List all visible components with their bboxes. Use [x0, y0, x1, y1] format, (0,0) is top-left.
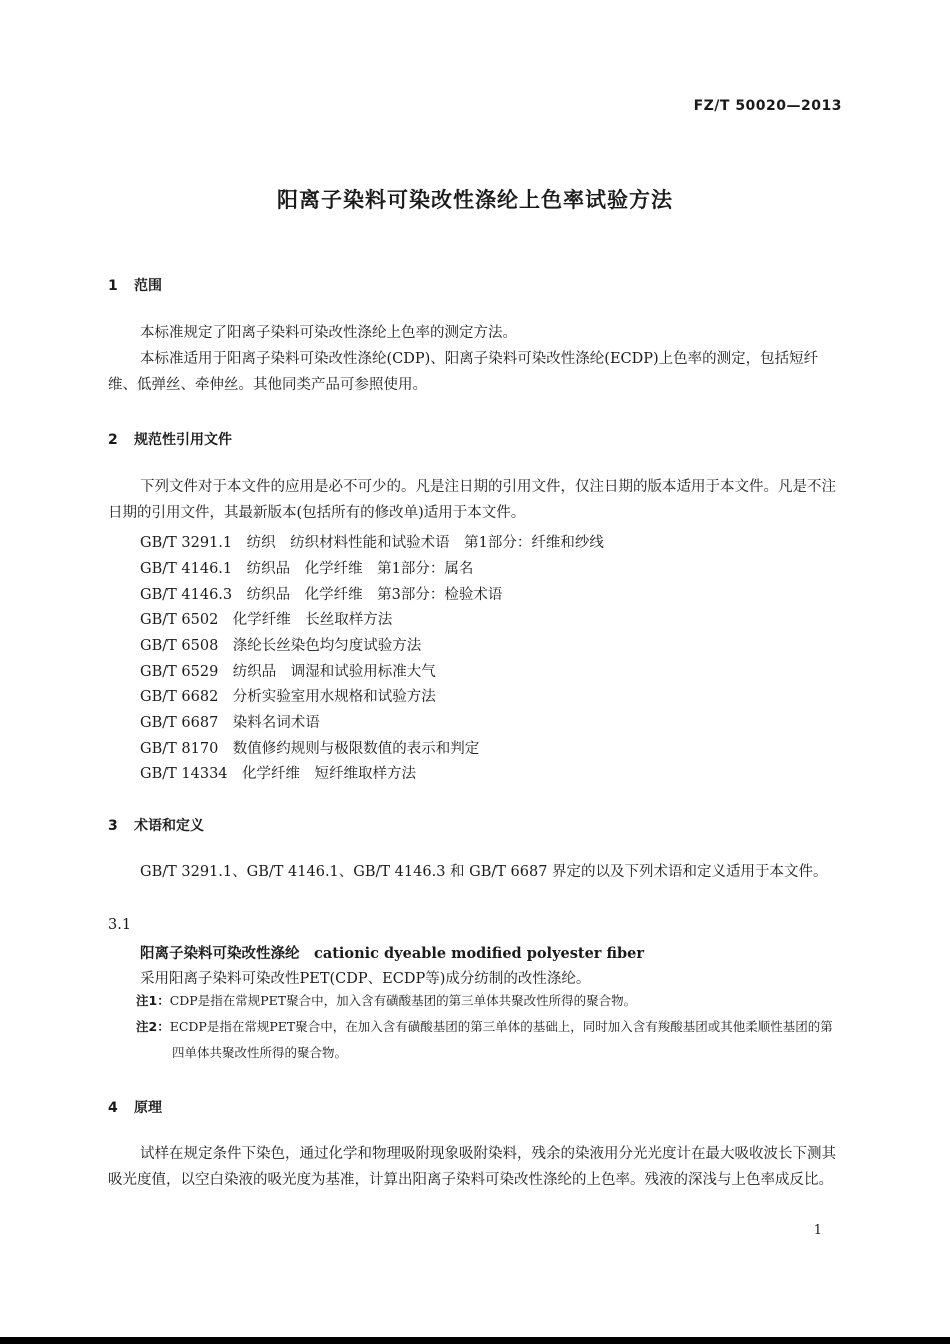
reference-item: GB/T 6508 涤纶长丝染色均匀度试验方法	[140, 638, 422, 654]
term-name: 阳离子染料可染改性涤纶 cationic dyeable modified polyester fiber	[140, 945, 645, 962]
scope-text-1: 本标准规定了阳离子染料可染改性涤纶上色率的测定方法。	[140, 325, 517, 341]
scope-paragraph-2	[108, 346, 843, 398]
normative-intro-paragraph	[108, 474, 843, 526]
document-title: 阳离子染料可染改性涤纶上色率试验方法	[277, 188, 673, 212]
note-text: ECDP是指在常规PET聚合中，在加入含有磺酸基团的第三单体的基础上，同时加入含有羧酸基团或其他柔顺性基团的第四单体共聚改性所得的聚合物。	[169, 1019, 833, 1060]
principle-paragraph	[108, 1141, 843, 1193]
section-heading-scope	[108, 275, 162, 295]
section-heading-principle	[108, 1097, 162, 1117]
standard-code: FZ/T 50020—2013	[693, 98, 842, 114]
section-title: 原理	[134, 1100, 162, 1116]
page-number: 1	[813, 1223, 822, 1238]
section-title: 规范性引用文件	[134, 432, 232, 448]
scope-text-2: 本标准适用于阳离子染料可染改性涤纶(CDP)、阳离子染料可染改性涤纶(ECDP)上色率的测定，包括短纤维、低弹丝、牵伸丝。其他同类产品可参照使用。	[108, 351, 819, 393]
terms-intro-paragraph	[108, 859, 843, 885]
principle-text: 试样在规定条件下染色，通过化学和物理吸附现象吸附染料，残余的染液用分光光度计在最大吸收波长下测其吸光度值，以空白染液的吸光度为基准，计算出阳离子染料可染改性涤纶的上色率。残液的深浅与上色率成反比。	[108, 1146, 836, 1188]
section-heading-normative-references	[108, 429, 232, 449]
section-title: 术语和定义	[134, 818, 204, 834]
reference-item: GB/T 8170 数值修约规则与极限数值的表示和判定	[140, 741, 480, 757]
reference-item: GB/T 4146.1 纺织品 化学纤维 第1部分：属名	[140, 561, 474, 577]
section-title: 范围	[134, 278, 162, 294]
reference-item: GB/T 6687 染料名词术语	[140, 715, 320, 731]
note-text: CDP是指在常规PET聚合中，加入含有磺酸基团的第三单体共聚改性所得的聚合物。	[169, 993, 637, 1008]
section-heading-terms	[108, 815, 204, 835]
terms-intro-text: GB/T 3291.1、GB/T 4146.1、GB/T 4146.3 和 GB/T 6687 界定的以及下列术语和定义适用于本文件。	[140, 864, 828, 880]
scope-paragraph-1	[108, 320, 843, 346]
reference-item: GB/T 6529 纺织品 调湿和试验用标准大气	[140, 664, 436, 680]
clause-number: 3.1	[108, 917, 132, 933]
note-label: 注1：	[136, 993, 170, 1008]
reference-item: GB/T 6682 分析实验室用水规格和试验方法	[140, 689, 436, 705]
note-label: 注2：	[136, 1019, 170, 1034]
section-number: 1	[108, 278, 118, 294]
note-2	[136, 1014, 844, 1066]
note-1	[136, 988, 844, 1014]
section-number: 2	[108, 432, 118, 448]
reference-item: GB/T 14334 化学纤维 短纤维取样方法	[140, 766, 417, 782]
normative-intro-text: 下列文件对于本文件的应用是必不可少的。凡是注日期的引用文件，仅注日期的版本适用于本文件。凡是不注日期的引用文件，其最新版本(包括所有的修改单)适用于本文件。	[108, 479, 836, 521]
section-number: 3	[108, 818, 118, 834]
section-number: 4	[108, 1100, 118, 1116]
reference-item: GB/T 3291.1 纺织 纺织材料性能和试验术语 第1部分：纤维和纱线	[140, 535, 604, 551]
reference-item: GB/T 6502 化学纤维 长丝取样方法	[140, 612, 393, 628]
bottom-border	[0, 1337, 950, 1344]
term-definition: 采用阳离子染料可染改性PET(CDP、ECDP等)成分纺制的改性涤纶。	[140, 971, 591, 987]
reference-item: GB/T 4146.3 纺织品 化学纤维 第3部分：检验术语	[140, 587, 503, 603]
